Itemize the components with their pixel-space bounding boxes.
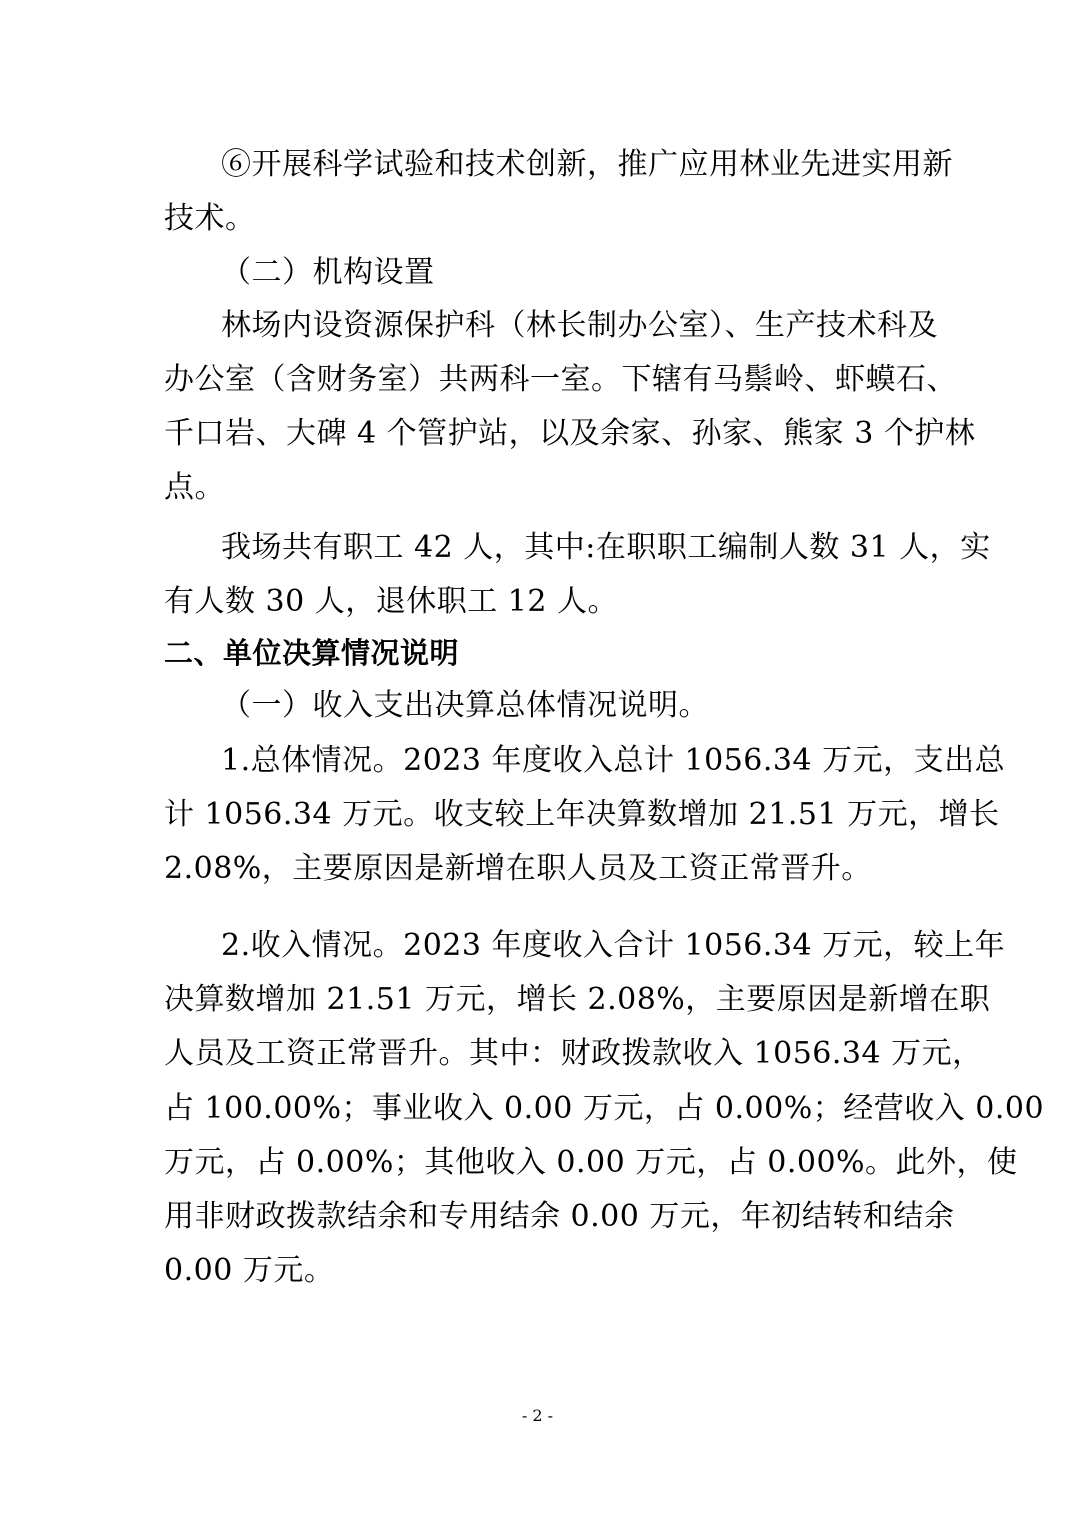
paragraph-tech-innovation-line-1: ⑥开展科学试验和技术创新，推广应用林业先进实用新 bbox=[221, 147, 953, 182]
paragraph-income-line-5: 万元，占 0.00%；其他收入 0.00 万元，占 0.00%。此外，使 bbox=[164, 1145, 1018, 1180]
paragraph-income-line-2: 决算数增加 21.51 万元，增长 2.08%，主要原因是新增在职 bbox=[164, 982, 991, 1017]
paragraph-staff-line-2: 有人数 30 人，退休职工 12 人。 bbox=[164, 584, 618, 619]
page-number: - 2 - bbox=[521, 1406, 554, 1425]
section-heading: 二、单位决算情况说明 bbox=[164, 636, 460, 670]
paragraph-org-line-1: 林场内设资源保护科（林长制办公室）、生产技术科及 bbox=[221, 308, 938, 343]
subheading-overview: （一）收入支出决算总体情况说明。 bbox=[221, 688, 709, 723]
paragraph-income-line-3: 人员及工资正常晋升。其中：财政拨款收入 1056.34 万元， bbox=[164, 1036, 983, 1071]
paragraph-income-line-4: 占 100.00%；事业收入 0.00 万元，占 0.00%；经营收入 0.00 bbox=[164, 1091, 1045, 1126]
paragraph-income-line-7: 0.00 万元。 bbox=[164, 1253, 335, 1288]
paragraph-overall-line-1: 1.总体情况。2023 年度收入总计 1056.34 万元，支出总 bbox=[221, 743, 1006, 778]
paragraph-org-line-3: 千口岩、大碑 4 个管护站，以及余家、孙家、熊家 3 个护林 bbox=[164, 416, 976, 451]
subheading-org-structure: （二）机构设置 bbox=[221, 255, 435, 290]
paragraph-income-line-6: 用非财政拨款结余和专用结余 0.00 万元，年初结转和结余 bbox=[164, 1199, 955, 1234]
paragraph-tech-innovation-line-2: 技术。 bbox=[164, 201, 256, 236]
paragraph-income-line-1: 2.收入情况。2023 年度收入合计 1056.34 万元，较上年 bbox=[221, 928, 1006, 963]
paragraph-overall-line-3: 2.08%，主要原因是新增在职人员及工资正常晋升。 bbox=[164, 851, 872, 886]
paragraph-org-line-4: 点。 bbox=[164, 470, 225, 505]
paragraph-org-line-2: 办公室（含财务室）共两科一室。下辖有马鬃岭、虾蟆石、 bbox=[164, 362, 957, 397]
paragraph-staff-line-1: 我场共有职工 42 人，其中:在职职工编制人数 31 人，实 bbox=[221, 530, 991, 565]
paragraph-overall-line-2: 计 1056.34 万元。收支较上年决算数增加 21.51 万元，增长 bbox=[164, 797, 1000, 832]
